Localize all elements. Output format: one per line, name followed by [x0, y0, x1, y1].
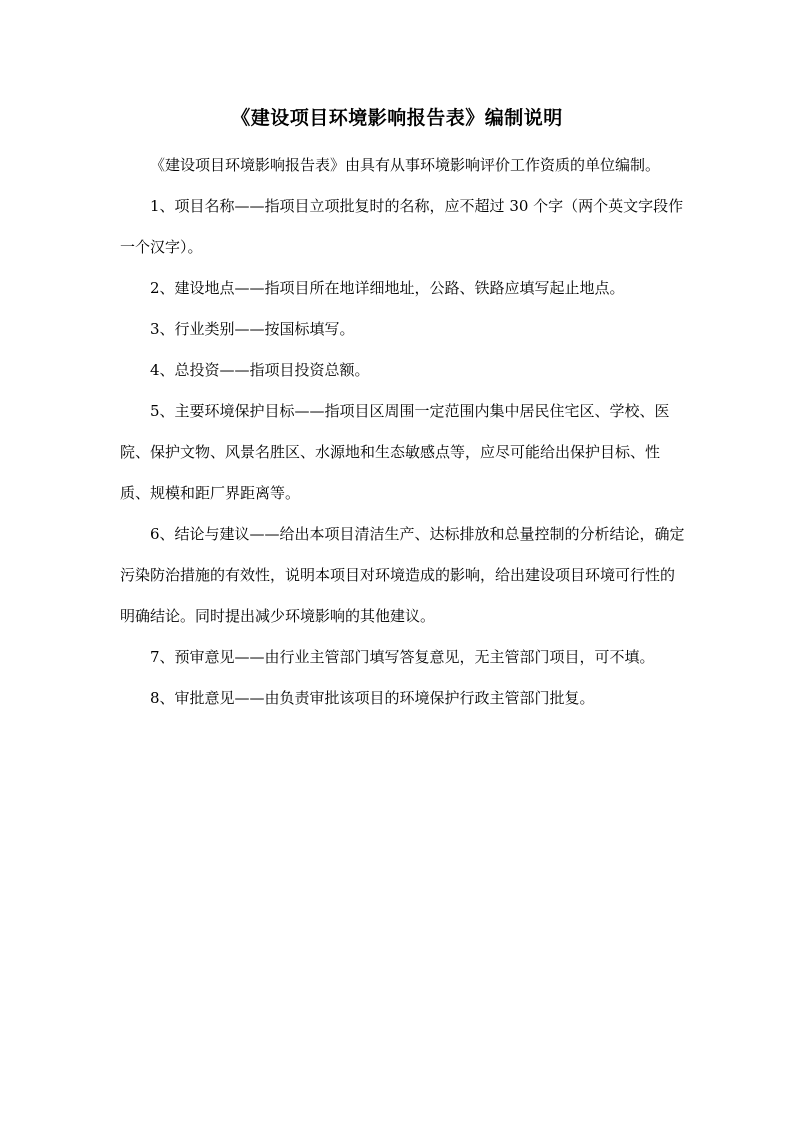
item-preliminary-review: 7、预审意见——由行业主管部门填写答复意见，无主管部门项目，可不填。 — [150, 648, 655, 666]
item-project-name: 1、项目名称——指项目立项批复时的名称，应不超过 30 个字（两个英文字段作一个汉字）。 — [120, 197, 684, 256]
item-industry-category: 3、行业类别——按国标填写。 — [150, 320, 355, 338]
item-conclusions: 6、结论与建议——给出本项目清洁生产、达标排放和总量控制的分析结论，确定污染防治措施的有效性，说明本项目对环境造成的影响，给出建设项目环境可行性的明确结论。同时提出减少环境影响的其他建议。 — [120, 525, 685, 625]
item-total-investment: 4、总投资——指项目投资总额。 — [150, 361, 370, 379]
document-title: 《建设项目环境影响报告表》编制说明 — [231, 107, 563, 129]
document-body — [120, 145, 685, 719]
item-construction-site: 2、建设地点——指项目所在地详细地址，公路、铁路应填写起止地点。 — [150, 279, 625, 297]
intro-paragraph: 《建设项目环境影响报告表》由具有从事环境影响评价工作资质的单位编制。 — [150, 156, 661, 174]
item-approval-opinion: 8、审批意见——由负责审批该项目的环境保护行政主管部门批复。 — [150, 689, 595, 707]
item-protection-targets: 5、主要环境保护目标——指项目区周围一定范围内集中居民住宅区、学校、医院、保护文物、风景名胜区、水源地和生态敏感点等，应尽可能给出保护目标、性质、规模和距厂界距离等。 — [120, 402, 670, 502]
